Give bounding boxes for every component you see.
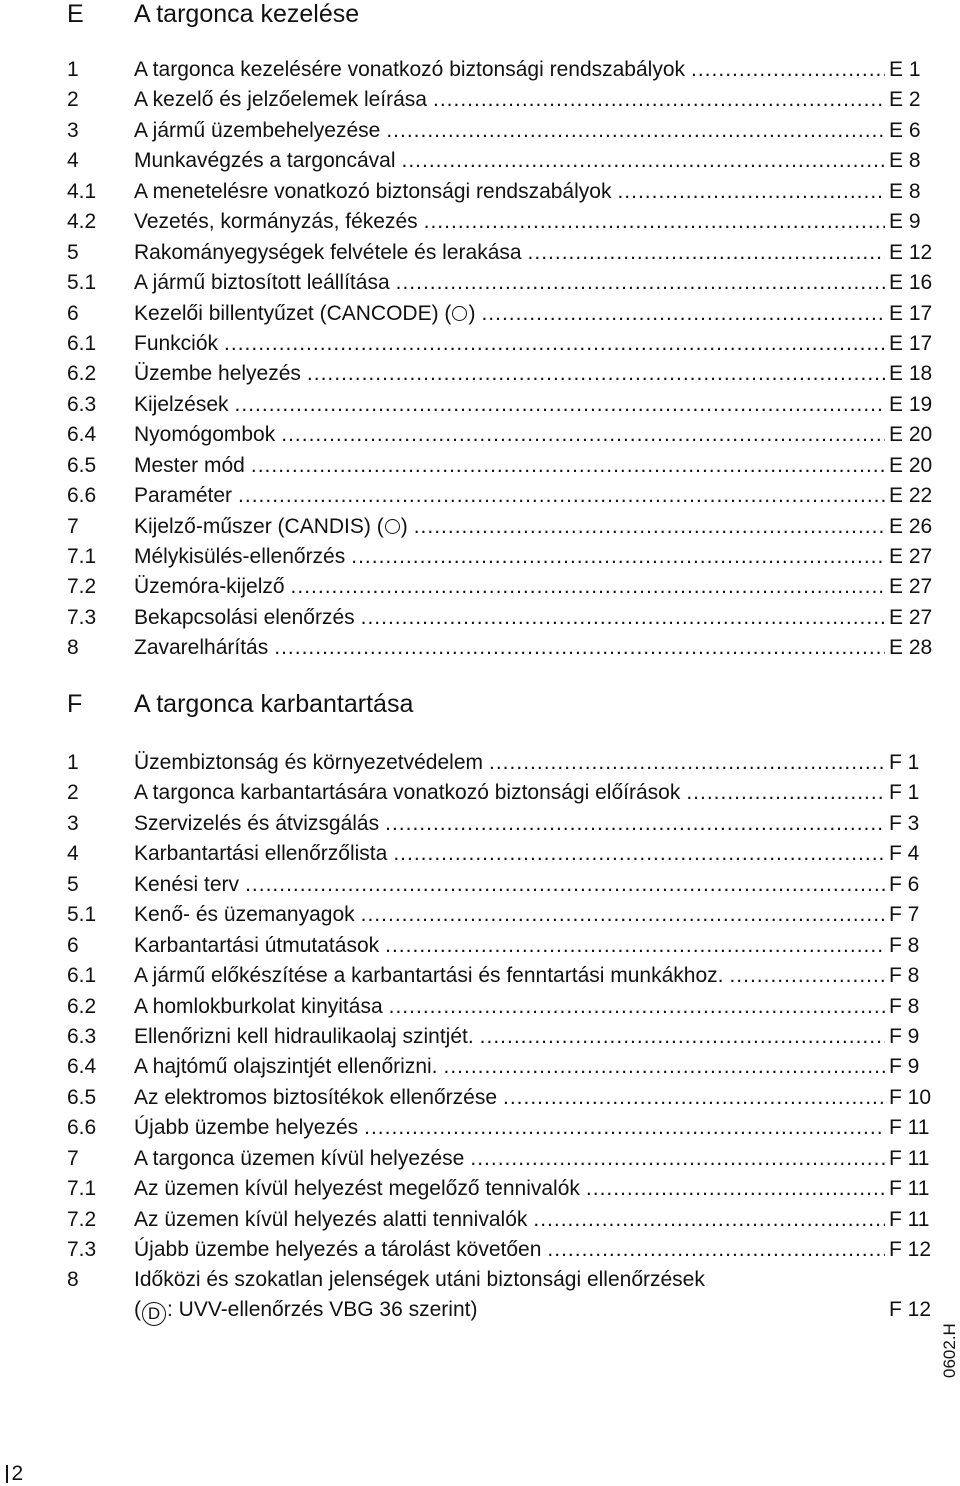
toc-entry [0, 1113, 960, 1143]
entry-title [134, 1083, 497, 1113]
entry-page: F 10 [889, 1085, 932, 1109]
entry-number: 5 [67, 240, 79, 264]
entry-page: E 22 [889, 484, 933, 508]
entry-title-text: : UVV-ellenőrzés VBG 36 szerint) [167, 1298, 478, 1322]
entry-title-line2 [134, 1295, 477, 1326]
entry-title [134, 390, 229, 420]
entry-title [134, 900, 355, 930]
entry-body [134, 512, 885, 542]
option-circle-icon [452, 306, 467, 321]
dot-leader [396, 268, 885, 298]
toc-entry [0, 55, 960, 85]
entry-number: 6.2 [67, 362, 97, 386]
entry-title [134, 238, 522, 268]
entry-title [134, 299, 475, 329]
entry-title [134, 1144, 464, 1174]
entry-body [134, 778, 885, 808]
entry-title [134, 603, 355, 633]
entry-page: E 9 [889, 210, 921, 234]
entry-title [134, 481, 232, 511]
entry-number: 8 [67, 1268, 79, 1292]
entry-title-text: Rakományegységek felvétele és lerakása [134, 240, 522, 264]
dot-leader [238, 481, 885, 511]
toc-entry [0, 870, 960, 900]
entry-page: E 27 [889, 605, 933, 629]
entry-title-text: Újabb üzembe helyezés a tárolást követően [134, 1238, 542, 1261]
toc-entry [0, 542, 960, 572]
entry-page: F 4 [889, 842, 920, 866]
dot-leader [393, 839, 885, 869]
dot-leader [489, 748, 885, 778]
section-header-e [0, 0, 960, 34]
entry-title-text: A targonca kezelésére vonatkozó biztonsági rendszabályok [134, 58, 686, 81]
entry-page: F 11 [889, 1207, 930, 1231]
entry-number: 6.5 [67, 453, 97, 477]
entry-body [134, 116, 885, 146]
entry-page: F 9 [889, 1024, 920, 1048]
entry-number: 4 [67, 842, 79, 866]
entry-title-text: Az üzemen kívül helyezés alatti tennivalók [134, 1207, 528, 1231]
entry-title-text: Kijelző-műszer (CANDIS) ( [134, 514, 384, 538]
document-code: 0602.H [940, 1323, 959, 1378]
entry-title [134, 451, 245, 481]
entry-number: 7.3 [67, 1238, 97, 1261]
entry-body [134, 572, 885, 602]
section-letter: F [67, 690, 83, 718]
page-number-text: 2 [11, 1462, 24, 1485]
entry-title-text: A jármű biztosított leállítása [134, 271, 390, 295]
toc-entry [0, 329, 960, 359]
entry-title [134, 870, 239, 900]
toc-entry [0, 420, 960, 450]
entry-number: 7.1 [67, 1177, 97, 1201]
entry-number: 6.5 [67, 1085, 97, 1109]
toc-entry [0, 839, 960, 869]
entry-body [134, 1144, 885, 1174]
entry-number: 7.2 [67, 1207, 97, 1231]
entry-page: E 20 [889, 453, 933, 477]
entry-title-text: A jármű előkészítése a karbantartási és fenntartási munkákhoz. [134, 964, 724, 988]
entry-body [134, 299, 885, 329]
entry-title [134, 207, 418, 237]
entry-title-text: Az elektromos biztosítékok ellenőrzése [134, 1085, 497, 1109]
dot-leader [389, 992, 885, 1022]
entry-title-text: Üzembe helyezés [134, 362, 301, 386]
entry-body [134, 177, 885, 207]
entry-title [134, 931, 379, 961]
toc-entry [0, 116, 960, 146]
entry-page: E 1 [889, 58, 921, 81]
entry-title [134, 268, 390, 298]
entry-page: F 6 [889, 872, 920, 896]
entry-page: E 16 [889, 271, 933, 295]
entry-number: 4.1 [67, 179, 97, 203]
entry-title-text: Mester mód [134, 453, 245, 477]
entry-title [134, 992, 383, 1022]
dot-leader [617, 177, 885, 207]
entry-title [134, 778, 680, 808]
toc-entry [0, 299, 960, 329]
entry-body [134, 238, 885, 268]
toc-entry [0, 1022, 960, 1052]
entry-body [134, 55, 885, 85]
entry-page: F 11 [889, 1177, 930, 1201]
dot-leader [503, 1083, 885, 1113]
entry-number: 7.3 [67, 605, 97, 629]
entry-number: 6.6 [67, 1116, 97, 1140]
entry-title [134, 961, 723, 991]
entry-body [134, 329, 885, 359]
entry-body [134, 809, 885, 839]
entry-title-text: A targonca karbantartására vonatkozó biztonsági előírások [134, 781, 681, 805]
toc-entry [0, 85, 960, 115]
entry-number: 2 [67, 781, 79, 805]
entry-title [134, 512, 408, 542]
entry-title [134, 1113, 358, 1143]
dot-leader [361, 603, 885, 633]
entry-title [134, 55, 685, 85]
entry-page: F 11 [889, 1146, 930, 1170]
entry-body [134, 542, 885, 572]
dot-leader [245, 870, 885, 900]
entry-page: F 1 [889, 751, 920, 774]
entry-title [134, 420, 275, 450]
entry-title [134, 329, 218, 359]
entry-number: 5.1 [67, 271, 97, 295]
toc-entry [0, 1265, 960, 1325]
toc-entry [0, 961, 960, 991]
toc-entry [0, 992, 960, 1022]
entry-title-cont [134, 1295, 885, 1326]
dot-leader [547, 1235, 885, 1265]
entry-title-text: Kenési terv [134, 872, 240, 896]
entry-title [134, 177, 611, 207]
entry-number: 8 [67, 636, 79, 660]
entry-page: E 26 [889, 514, 933, 538]
entry-body [134, 85, 885, 115]
entry-page: F 8 [889, 994, 920, 1018]
entry-title-text: Üzembiztonság és környezetvédelem [134, 751, 484, 774]
dot-leader [351, 542, 885, 572]
country-d-icon: D [142, 1302, 166, 1326]
toc-entry [0, 390, 960, 420]
entry-number: 7.2 [67, 575, 97, 599]
dot-leader [224, 329, 885, 359]
dot-leader [424, 207, 885, 237]
entry-body [134, 268, 885, 298]
dot-leader [307, 359, 885, 389]
entry-number: 7.1 [67, 545, 97, 568]
toc-entry [0, 207, 960, 237]
entry-number: 4.2 [67, 210, 97, 234]
entry-title [134, 1235, 541, 1265]
dot-leader [691, 55, 885, 85]
dot-leader [528, 238, 885, 268]
entry-title-text: Zavarelhárítás [134, 636, 269, 660]
entry-title-text: Vezetés, kormányzás, fékezés [134, 210, 418, 234]
entry-number: 6.3 [67, 392, 97, 416]
dot-leader [481, 299, 885, 329]
entry-body [134, 390, 885, 420]
entry-number: 6.4 [67, 423, 97, 447]
entry-title [134, 1022, 474, 1052]
dot-leader [480, 1022, 885, 1052]
entry-body [134, 603, 885, 633]
entry-page: E 20 [889, 423, 933, 447]
entry-title-text: Szervizelés és átvizsgálás [134, 811, 380, 835]
entry-title [134, 359, 301, 389]
entry-page: E 2 [889, 88, 921, 112]
toc-entry [0, 603, 960, 633]
dot-leader [364, 1113, 885, 1143]
entry-title [134, 1174, 580, 1204]
toc-entry [0, 900, 960, 930]
entry-title-text: A kezelő és jelzőelemek leírása [134, 88, 427, 112]
entry-title-text: A homlokburkolat kinyitása [134, 994, 383, 1018]
entry-body [134, 1174, 885, 1204]
toc-list-e [0, 55, 960, 664]
toc-entry [0, 481, 960, 511]
entry-number: 6.3 [67, 1024, 97, 1048]
entry-title-text: Karbantartási útmutatások [134, 933, 380, 957]
entry-body [134, 420, 885, 450]
entry-title-text: Karbantartási ellenőrzőlista [134, 842, 388, 866]
section-letter: E [67, 0, 84, 28]
entry-page: F 1 [889, 781, 920, 805]
toc-entry [0, 177, 960, 207]
toc-entry [0, 359, 960, 389]
entry-page: F 12 [889, 1238, 932, 1261]
entry-page: F 9 [889, 1055, 920, 1079]
entry-title [134, 116, 380, 146]
dot-leader [444, 1052, 886, 1082]
page-number [6, 1462, 23, 1486]
entry-page: E 8 [889, 179, 921, 203]
dot-leader [402, 146, 886, 176]
entry-body [134, 1235, 885, 1265]
entry-number: 5.1 [67, 903, 97, 927]
entry-body [134, 1052, 885, 1082]
entry-title-text: Üzemóra-kijelző [134, 575, 285, 599]
toc-entry [0, 451, 960, 481]
toc-entry [0, 748, 960, 778]
entry-body [134, 931, 885, 961]
entry-page: E 17 [889, 331, 933, 355]
entry-number: 3 [67, 118, 79, 142]
entry-number: 6.4 [67, 1055, 97, 1079]
entry-title-text: Munkavégzés a targoncával [134, 149, 396, 173]
toc-entry [0, 1174, 960, 1204]
entry-number: 6.1 [67, 331, 97, 355]
page-number-rule [6, 1465, 8, 1483]
entry-title [134, 85, 427, 115]
entry-title [134, 1205, 527, 1235]
dot-leader [433, 85, 885, 115]
toc-entry [0, 238, 960, 268]
entry-title [134, 809, 379, 839]
entry-title [134, 839, 387, 869]
entry-title-text: Bekapcsolási elenőrzés [134, 605, 355, 629]
entry-number: 5 [67, 872, 79, 896]
entry-body [134, 359, 885, 389]
toc-entry [0, 146, 960, 176]
entry-body [134, 1022, 885, 1052]
entry-title [134, 146, 396, 176]
paren-open: ( [134, 1298, 141, 1322]
entry-page: E 19 [889, 392, 933, 416]
entry-title-text: A jármű üzembehelyezése [134, 118, 381, 142]
toc-entry [0, 1205, 960, 1235]
dot-leader [470, 1144, 885, 1174]
entry-body [134, 146, 885, 176]
entry-page: E 18 [889, 362, 933, 386]
entry-body [134, 1113, 885, 1143]
toc-entry [0, 1235, 960, 1265]
entry-body [134, 961, 885, 991]
entry-page: E 27 [889, 575, 933, 599]
dot-leader [385, 931, 885, 961]
toc-entry [0, 268, 960, 298]
entry-page: E 8 [889, 149, 921, 173]
entry-title: Időközi és szokatlan jelenségek utáni biztonsági ellenőrzések [134, 1268, 705, 1292]
entry-page: E 17 [889, 301, 933, 325]
entry-title-text: Funkciók [134, 331, 219, 355]
dot-leader [386, 116, 885, 146]
entry-body [134, 748, 885, 778]
entry-title [134, 1052, 438, 1082]
entry-title-text: Újabb üzembe helyezés [134, 1116, 359, 1140]
entry-number: 3 [67, 811, 79, 835]
entry-page: F 11 [889, 1116, 930, 1140]
entry-number: 6.6 [67, 484, 97, 508]
entry-body [134, 481, 885, 511]
entry-title [134, 748, 483, 778]
toc-entry [0, 633, 960, 663]
entry-title-text: Az üzemen kívül helyezést megelőző tennivalók [134, 1177, 580, 1201]
entry-number: 1 [67, 58, 79, 81]
option-circle-icon [385, 519, 400, 534]
entry-page: E 27 [889, 545, 933, 568]
entry-title-text: Kezelői billentyűzet (CANCODE) ( [134, 301, 452, 325]
entry-title [134, 572, 285, 602]
entry-page: F 8 [889, 964, 920, 988]
entry-title-text: Kenő- és üzemanyagok [134, 903, 355, 927]
entry-body [134, 1205, 885, 1235]
dot-leader [686, 778, 885, 808]
entry-number: 6 [67, 301, 79, 325]
entry-page: F 3 [889, 811, 920, 835]
dot-leader [274, 633, 885, 663]
toc-entry [0, 1052, 960, 1082]
dot-leader [235, 390, 885, 420]
toc-entry [0, 1083, 960, 1113]
entry-number: 7 [67, 514, 79, 538]
entry-number: 7 [67, 1146, 79, 1170]
entry-number: 4 [67, 149, 79, 173]
dot-leader [414, 512, 885, 542]
toc-entry [0, 1144, 960, 1174]
entry-number: 6.1 [67, 964, 97, 988]
entry-page: F 8 [889, 933, 920, 957]
dot-leader [586, 1174, 885, 1204]
dot-leader [291, 572, 885, 602]
toc-entry [0, 512, 960, 542]
entry-body [134, 839, 885, 869]
entry-title-suffix: ) [468, 301, 476, 325]
entry-title-text: Nyomógombok [134, 423, 276, 447]
entry-title-text: Mélykisülés-ellenőrzés [134, 545, 346, 568]
entry-page: E 12 [889, 240, 933, 264]
entry-page: E 28 [889, 636, 933, 660]
dot-leader [361, 900, 885, 930]
entry-page: F 12 [889, 1298, 932, 1322]
entry-page: F 7 [889, 903, 920, 927]
section-header-f [0, 690, 960, 724]
entry-title [134, 542, 345, 572]
toc-entry [0, 778, 960, 808]
toc-entry [0, 931, 960, 961]
entry-body [134, 633, 885, 663]
entry-title-text: Paraméter [134, 484, 233, 508]
dot-leader [533, 1205, 885, 1235]
entry-body [134, 207, 885, 237]
toc-list-f [0, 748, 960, 1325]
dot-leader [281, 420, 885, 450]
toc-entry [0, 572, 960, 602]
entry-number: 6.2 [67, 994, 97, 1018]
entry-title-text: Kijelzések [134, 392, 229, 416]
toc-entry [0, 809, 960, 839]
entry-title-text: A targonca üzemen kívül helyezése [134, 1146, 465, 1170]
entry-title-text: A hajtómű olajszintjét ellenőrizni. [134, 1055, 438, 1079]
entry-body [134, 992, 885, 1022]
section-title: A targonca kezelése [134, 0, 360, 28]
entry-number: 1 [67, 751, 79, 774]
entry-title-suffix: ) [400, 514, 408, 538]
entry-number: 2 [67, 88, 79, 112]
entry-body [134, 900, 885, 930]
section-title: A targonca karbantartása [134, 690, 414, 718]
dot-leader [729, 961, 885, 991]
entry-title [134, 633, 268, 663]
entry-body [134, 1083, 885, 1113]
dot-leader [251, 451, 885, 481]
dot-leader [385, 809, 885, 839]
entry-body [134, 870, 885, 900]
entry-number: 6 [67, 933, 79, 957]
entry-title-text: A menetelésre vonatkozó biztonsági rendszabályok [134, 179, 612, 203]
entry-body [134, 451, 885, 481]
entry-page: E 6 [889, 118, 921, 142]
entry-title-text: Ellenőrizni kell hidraulikaolaj szintjét. [134, 1024, 474, 1048]
